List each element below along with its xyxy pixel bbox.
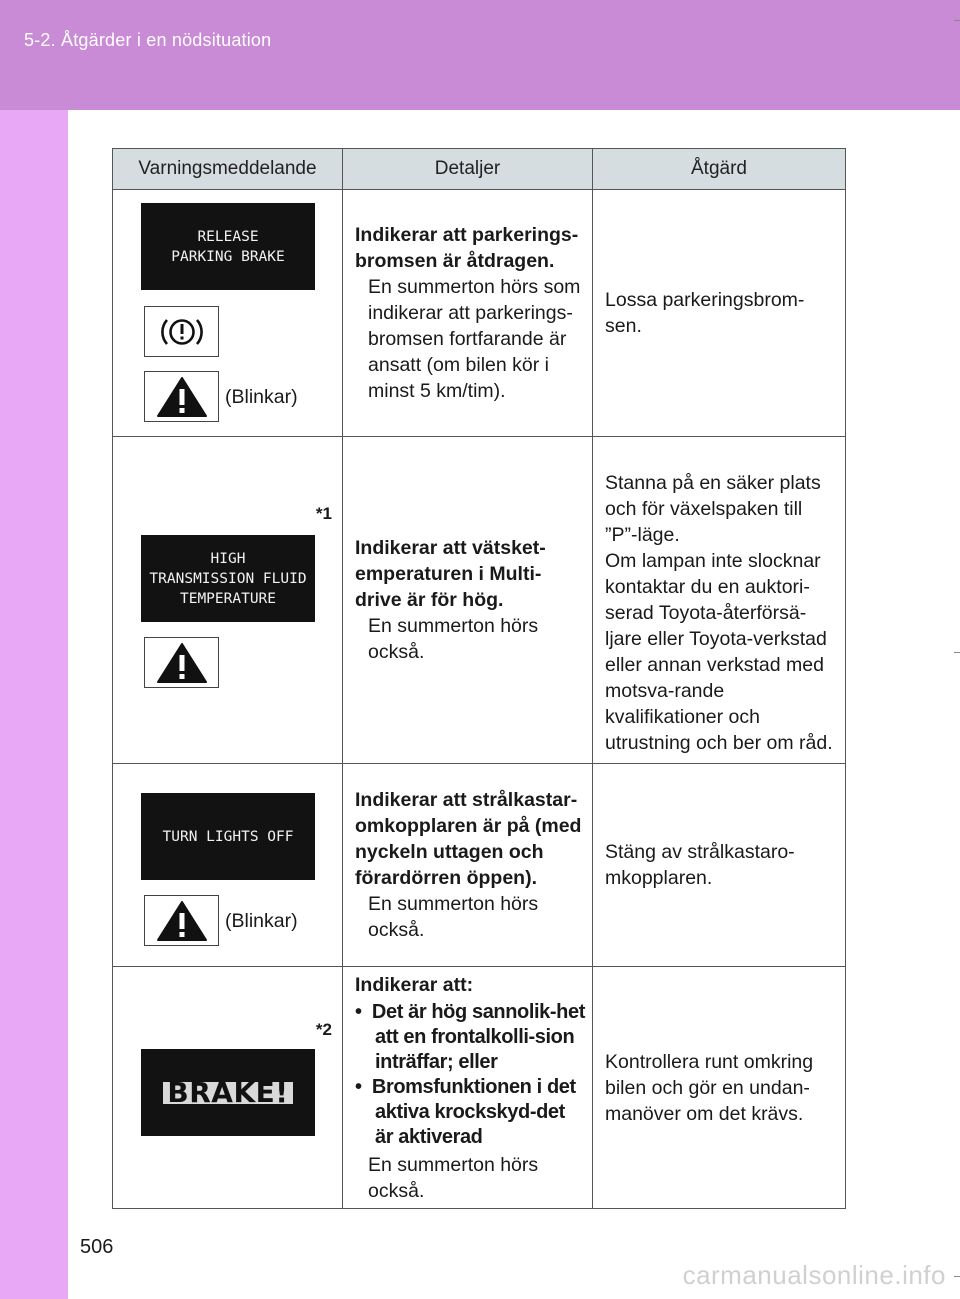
details-text: En summerton hörs också. [368, 893, 539, 941]
parking-brake-warning-icon [144, 306, 219, 357]
display-cell [113, 437, 343, 764]
details-summary: Indikerar att parkerings-bromsen är åtdragen. [355, 224, 579, 272]
table-header-row [113, 149, 846, 190]
header-details: Detaljer [343, 149, 593, 190]
multi-info-display [141, 203, 315, 290]
details-summary: Indikerar att strålkastar-omkopplaren är på (med nyckeln uttagen och förardörren öppen). [355, 789, 582, 889]
master-warning-icon [144, 371, 219, 422]
action-cell [593, 967, 846, 1209]
section-title: 5-2. Åtgärder i en nödsituation [24, 30, 272, 50]
action-text: Kontrollera runt omkring bilen och gör en undan-manöver om det krävs. [605, 1050, 814, 1125]
header-action: Åtgärd [593, 149, 846, 190]
list-item: • Det är hög sannolik-het att en frontalkolli-sion inträffar; eller [355, 1000, 585, 1073]
details-bullet-list [355, 1000, 586, 1150]
table-row [113, 967, 846, 1209]
watermark: carmanualsonline.info [682, 1260, 946, 1290]
margin-tick [954, 20, 960, 21]
table-row [113, 190, 846, 437]
blink-label: (Blinkar) [225, 386, 298, 408]
multi-info-display [141, 535, 315, 622]
details-summary: Indikerar att vätsket-emperaturen i Multi-drive är för hög. [355, 537, 546, 611]
margin-tick [954, 1276, 960, 1277]
footnote-marker: *2 [315, 1020, 332, 1039]
master-warning-icon [144, 895, 219, 946]
details-cell [343, 764, 593, 967]
details-cell [343, 437, 593, 764]
action-text: Lossa parkeringsbrom-sen. [605, 289, 805, 337]
display-line: TRANSMISSION FLUID [149, 570, 307, 587]
display-line: TEMPERATURE [179, 590, 277, 607]
details-summary: Indikerar att: [355, 973, 474, 996]
details-text: En summerton hörs som indikerar att parkerings-bromsen fortfarande är ansatt (om bilen kör i minst 5 km/tim). [368, 276, 581, 402]
action-text: Stanna på en säker plats och för växelspaken till ”P”-läge. Om lampan inte slocknar kontaktar du en auktori-serad Toyota-återförsä-ljare eller Toyota-verkstad eller annan verkstad med motsva-rande kvalifikationer och utrustning och ber om råd. [605, 472, 833, 754]
table-row [113, 764, 846, 967]
action-cell [593, 437, 846, 764]
list-item: • Bromsfunktionen i det aktiva krockskyd-det är aktiverad [355, 1075, 576, 1148]
list-item-text: Det är hög sannolik-het att en frontalkolli-sion inträffar; eller [371, 1000, 585, 1073]
display-cell [113, 967, 343, 1209]
header-warning-message: Varningsmeddelande [113, 149, 343, 190]
multi-info-display [141, 793, 315, 880]
multi-info-display [141, 1049, 315, 1136]
blink-label: (Blinkar) [225, 910, 298, 932]
display-line: HIGH [210, 550, 246, 567]
table-row [113, 437, 846, 764]
details-cell [343, 190, 593, 437]
side-band [0, 110, 68, 1299]
warning-message-table [112, 148, 846, 1209]
display-cell [113, 190, 343, 437]
footnote-marker: *1 [315, 504, 332, 523]
display-line: PARKING BRAKE [171, 248, 285, 265]
header-band [0, 0, 960, 110]
page-number: 506 [80, 1236, 114, 1258]
action-cell [593, 190, 846, 437]
details-text: En summerton hörs också. [368, 615, 539, 663]
display-line: RELEASE [197, 228, 259, 245]
action-text: Stäng av strålkastaro-mkopplaren. [605, 841, 795, 889]
display-line: BRAKE! [163, 1082, 292, 1104]
action-cell [593, 764, 846, 967]
display-line: TURN LIGHTS OFF [162, 828, 294, 845]
list-item-text: Bromsfunktionen i det aktiva krockskyd-det är aktiverad [371, 1075, 576, 1148]
details-cell [343, 967, 593, 1209]
display-cell [113, 764, 343, 967]
details-text: En summerton hörs också. [368, 1153, 539, 1202]
margin-tick [954, 652, 960, 653]
master-warning-icon [144, 637, 219, 688]
